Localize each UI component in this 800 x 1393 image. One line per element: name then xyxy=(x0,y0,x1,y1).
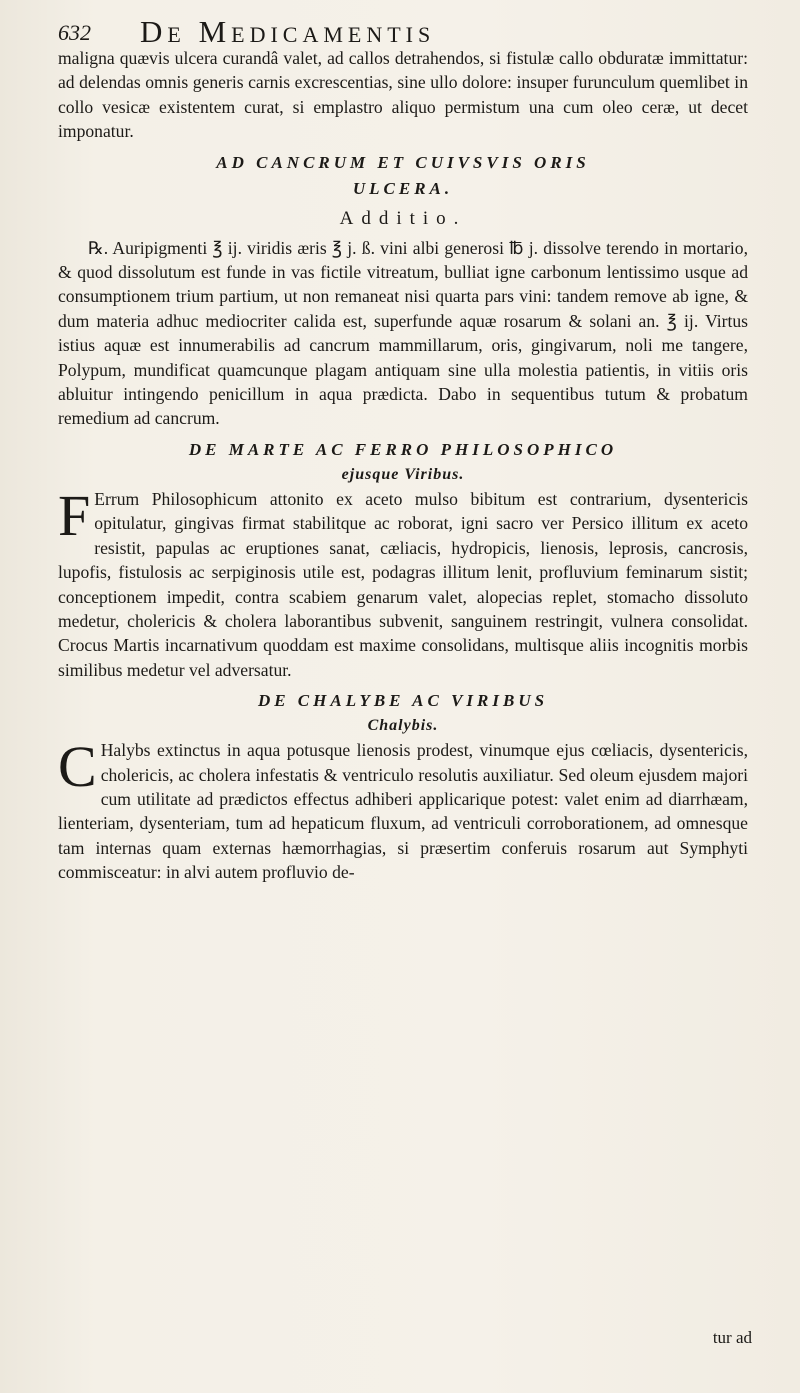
drop-capital-c: C xyxy=(58,734,97,800)
paragraph-2: ℞. Auripigmenti ℥ ij. viridis æris ℥ j. ß. vini albi generosi ℔ j. dissolve terendo in mortario, & quod dissolutum est funde in vas fictile vitreatum, bulliat igne carbonum lentissimo usque ad consumptionem trium partium, ut non remaneat nisi quarta pars vini: tandem remove ab igne, & dum materia adhuc mediocriter calida est, superfunde aquæ rosarum & solani an. ℥ ij. Virtus istius aquæ est innumerabilis ad cancrum mammillarum, oris, gingivarum, noli me tangere, Polypum, mundificat quamcunque plagam antiquam sine ulla molestia patientis, in vitiis oris abluitur intingendo penicillum in aqua prædicta. Dabo in sequentibus tutum & probatum remedium ad cancrum. xyxy=(58,237,748,429)
section-heading-chalybe-line2: Chalybis. xyxy=(367,717,439,735)
section-heading-marte-line2: ejusque Viribus. xyxy=(341,465,465,483)
drop-capital-f: F xyxy=(58,482,91,548)
additio-label: Additio. xyxy=(339,207,467,229)
section-heading-chalybe: DE CHALYBE AC VIRIBUS xyxy=(257,691,549,711)
section-heading-marte: DE MARTE AC FERRO PHILOSOPHICO xyxy=(188,439,618,459)
paragraph-4 xyxy=(58,734,748,884)
section-heading-cancrum: AD CANCRUM ET CUIVSVIS ORIS xyxy=(216,152,590,172)
running-title: De Medicamentis xyxy=(140,14,436,49)
paragraph-3 xyxy=(58,482,748,682)
text-block xyxy=(58,46,748,885)
paragraph-1: maligna quævis ulcera curandâ valet, ad callos detrahendos, si fistulæ callo obduratæ immittatur: ad delendas omnis generis carnis excrescentias, sine ullo dolore: insuper furunculum quemlibet in collo vesicæ existentem curat, si emplastro aliquo permistum una cum oleo ceræ, ut decet imponatur. xyxy=(58,48,748,142)
page-header xyxy=(58,14,738,50)
paragraph-4-text: Halybs extinctus in aqua potusque lienosis prodest, vinumque ejus cœliacis, dysentericis, cholericis, ac cholera infestatis & ventriculo resolutis auxiliatur. Sed oleum ejusdem majori cum utilitate ad prædictos effectus adhiberi applicarique potest: valet enim ad diarrhæam, lienteriam, dysenteriam, tum ad hepaticum fluxum, ad ventriculi corroborationem, ad omnesque tam internas quam externas hæmorrhagias, si præsertim conferuis rosarum aut Symphyti commisceatur: in alvi autem profluvio de- xyxy=(58,740,748,883)
page-number: 632 xyxy=(58,20,91,45)
section-heading-cancrum-line2: ULCERA. xyxy=(352,178,454,198)
catchword: tur ad xyxy=(712,1328,752,1347)
paragraph-3-text: Errum Philosophicum attonito ex aceto mulso bibitum est contrarium, dysentericis opitulatur, gingivas firmat stabilitque ac roborat, igni sacro ver Persico illitum ex aceto resistit, papulas ac eruptiones sanat, cæliacis, hydropicis, lienosis, leprosis, cancrosis, lupofis, fistulosis ac serpiginosis utile est, podagras illitum lenit, profluvium feminarum sistit; conceptionem impedit, contra scabiem genarum valet, alopecias replet, stomacho dissoluto medetur, cholericis & cholera laborantibus subvenit, sanguinem restringit, vulnera consolidat. Crocus Martis incarnativum quoddam est maxime consolidans, multisque aliis incognitis morbis similibus medetur vel adversatur. xyxy=(58,488,748,680)
